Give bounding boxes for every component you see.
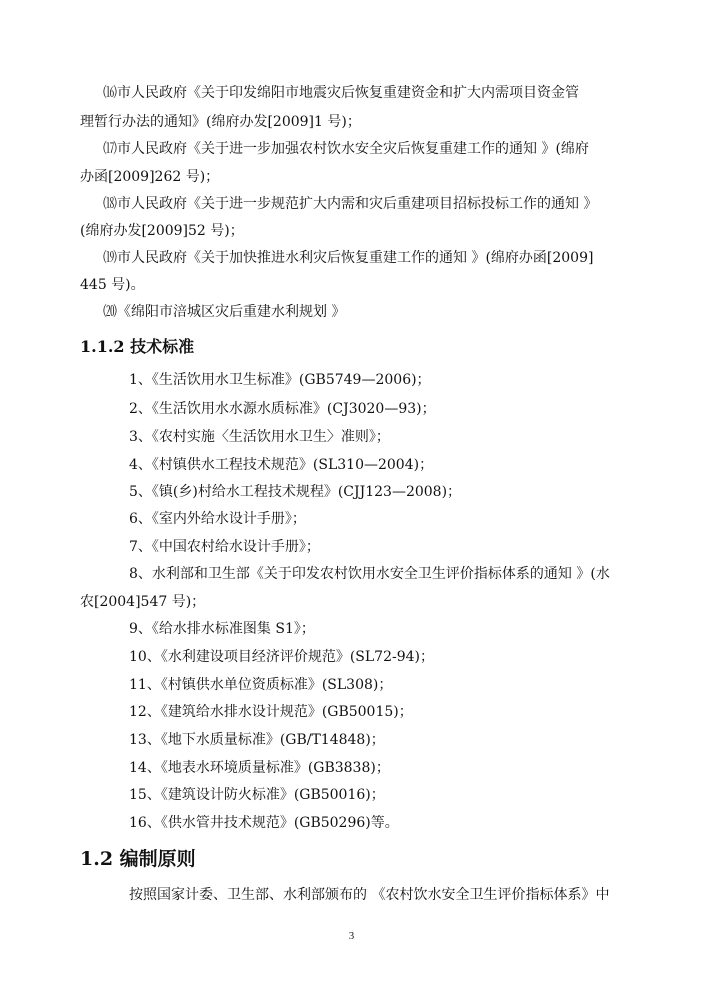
standard-item: 12、《建筑给水排水设计规范》(GB50015)； — [129, 704, 413, 720]
principles-paragraph: 按照国家计委、卫生部、水利部颁布的 《农村饮水安全卫生评价指标体系》中 — [129, 887, 610, 903]
standard-item: 13、《地下水质量标准》(GB/T14848)； — [129, 732, 385, 748]
reference-17-line1: ⒄市人民政府《关于进一步加强农村饮水安全灾后恢复重建工作的通知 》(绵府 — [103, 141, 589, 157]
standard-item: 1、《生活饮用水卫生标准》(GB5749—2006)； — [129, 372, 431, 388]
section-heading-principles: 1.2 编制原则 — [80, 848, 196, 870]
standard-item: 5、《镇(乡)村给水工程技术规程》(CJJ123—2008)； — [129, 484, 462, 500]
standard-item: 11、《村镇供水单位资质标准》(SL308)； — [129, 677, 393, 693]
reference-16-line2: 理暂行办法的通知》(绵府办发[2009]1 号)； — [80, 114, 361, 130]
standard-item: 14、《地表水环境质量标准》(GB3838)； — [129, 760, 390, 776]
standard-item: 10、《水利建设项目经济评价规范》(SL72-94)； — [129, 649, 434, 665]
reference-17-line2: 办函[2009]262 号)； — [80, 169, 220, 185]
reference-19-line1: ⒆市人民政府《关于加快推进水利灾后恢复重建工作的通知 》(绵府办函[2009] — [103, 250, 594, 266]
page-number: 3 — [348, 930, 355, 942]
reference-18-line2: (绵府办发[2009]52 号)； — [80, 223, 244, 239]
standard-item: 7、《中国农村给水设计手册》； — [129, 539, 320, 555]
reference-20-line1: ⒇《绵阳市涪城区灾后重建水利规划 》 — [103, 304, 346, 320]
standard-item-continuation: 农[2004]547 号)； — [80, 594, 206, 610]
standard-item: 8、水利部和卫生部《关于印发农村饮用水安全卫生评价指标体系的通知 》(水 — [129, 566, 610, 582]
standard-item: 15、《建筑设计防火标准》(GB50016)； — [129, 787, 385, 803]
reference-19-line2: 445 号)。 — [80, 277, 145, 293]
reference-16-line1: ⒃市人民政府《关于印发绵阳市地震灾后恢复重建资金和扩大内需项目资金管 — [103, 85, 579, 101]
standard-item: 2、《生活饮用水水源水质标准》(CJ3020—93)； — [129, 401, 436, 417]
standard-item: 4、《村镇供水工程技术规范》(SL310—2004)； — [129, 457, 434, 473]
standard-item: 3、《农村实施〈生活饮用水卫生〉准则》； — [129, 429, 390, 445]
standard-item: 6、《室内外给水设计手册》； — [129, 511, 306, 527]
standard-item: 16、《供水管井技术规范》(GB50296)等。 — [129, 815, 399, 831]
standard-item: 9、《给水排水标准图集 S1》； — [129, 621, 315, 637]
section-heading-technical-standards: 1.1.2 技术标准 — [80, 337, 195, 356]
reference-18-line1: ⒅市人民政府《关于进一步规范扩大内需和灾后重建项目招标投标工作的通知 》 — [103, 196, 598, 212]
